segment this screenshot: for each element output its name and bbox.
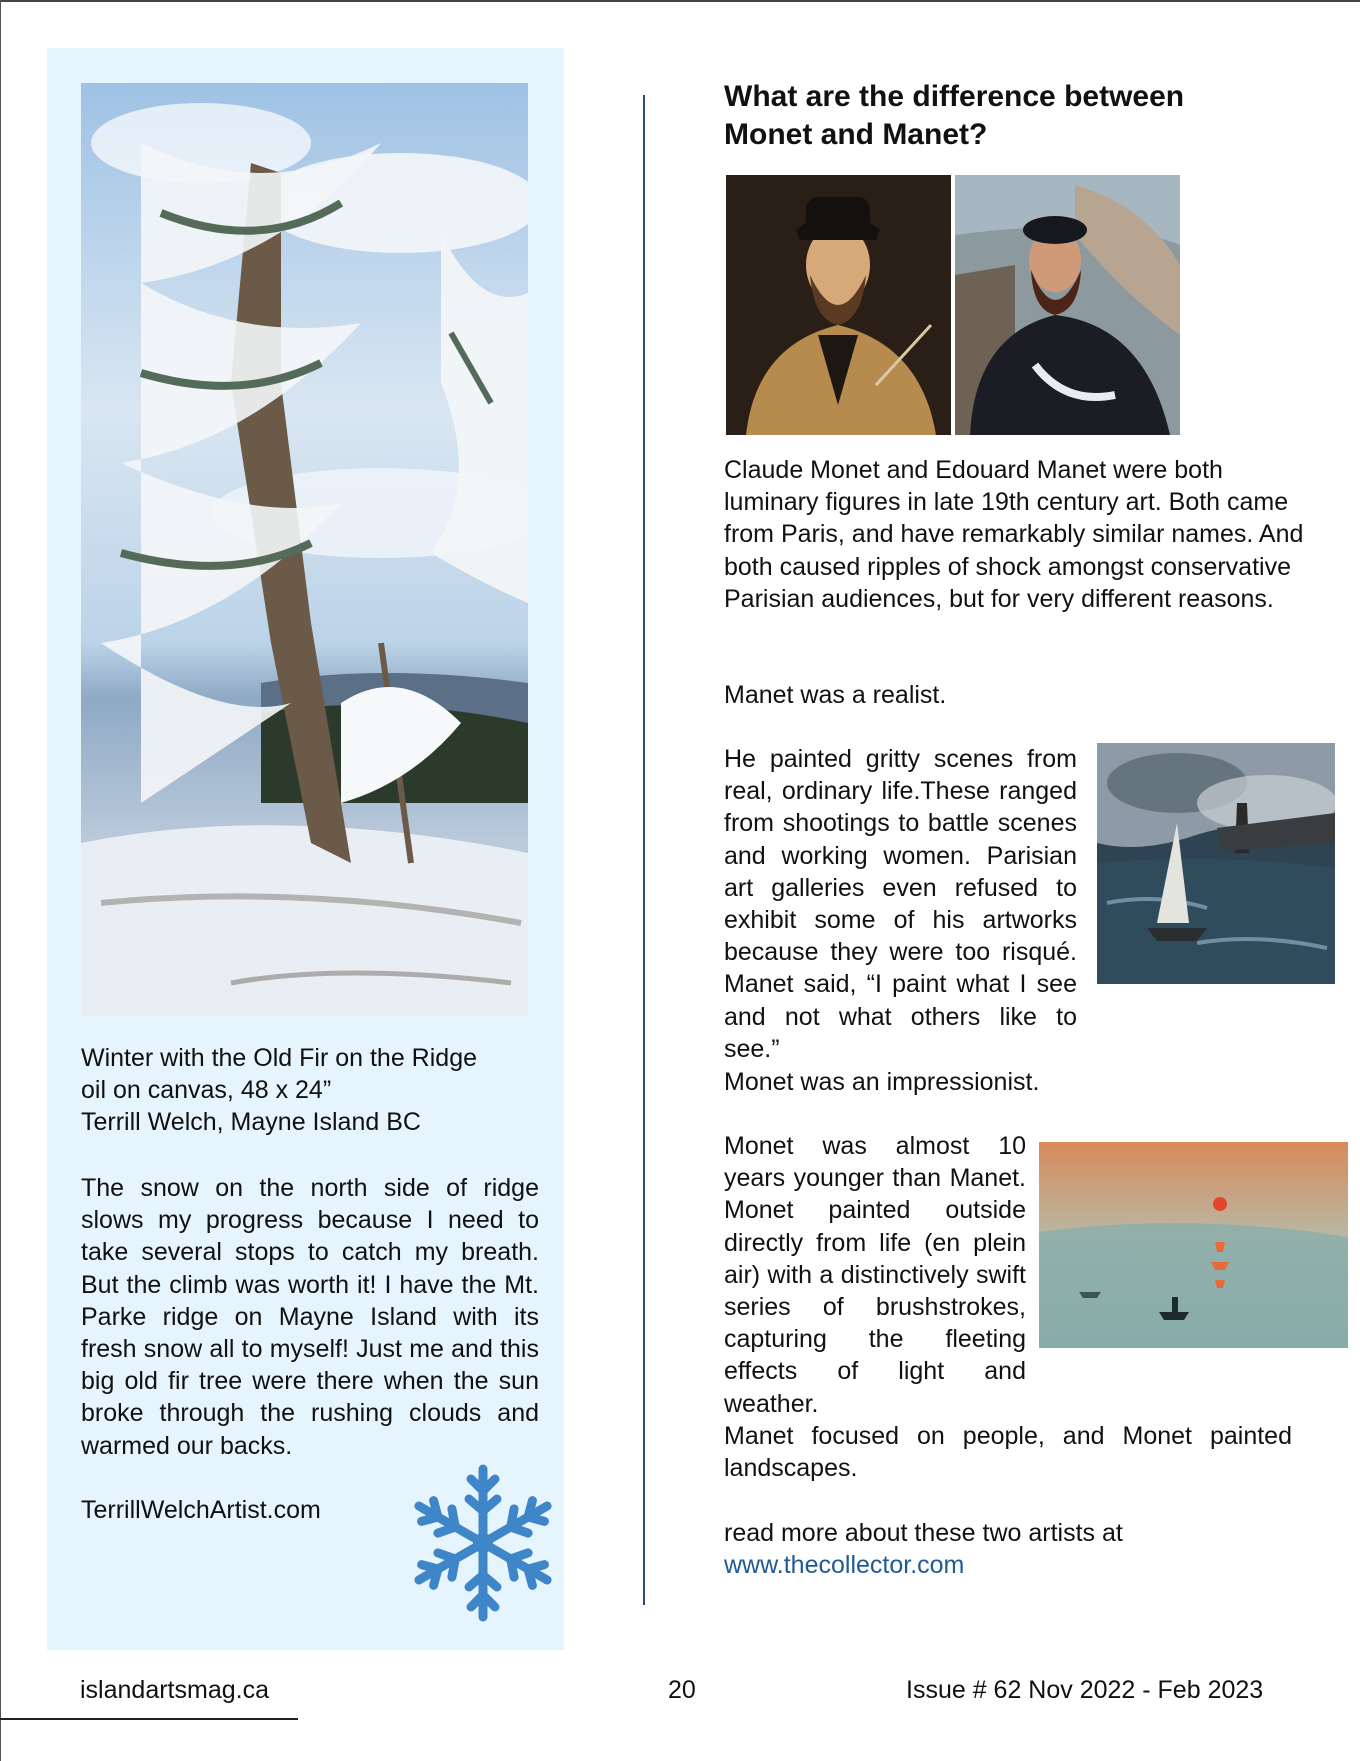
column-divider (643, 95, 645, 1605)
monet-paragraph: Monet was almost 10 years younger than Manet. Monet painted outside directly from life (en plein air) with a distinctively swift series of brushstrokes, capturing the fleeting effects of light and weather. (724, 1132, 1026, 1418)
top-rule (0, 0, 1360, 2)
snowflake-icon (403, 1460, 563, 1626)
read-more-paragraph (724, 1517, 1123, 1581)
article-title (724, 78, 1284, 154)
manet-heading: Manet was a realist. (724, 681, 947, 709)
page-number: 20 (668, 1676, 696, 1704)
winter-fir-painting (81, 83, 528, 1016)
title-line-2: Monet and Manet? (724, 118, 988, 151)
left-edge-rule (0, 0, 1, 1761)
footer-site: islandartsmag.ca (80, 1676, 269, 1704)
caption-medium: oil on canvas, 48 x 24” (81, 1076, 332, 1104)
caption-title: Winter with the Old Fir on the Ridge (81, 1044, 477, 1072)
caption-artist: Terrill Welch, Mayne Island BC (81, 1108, 421, 1136)
intro-paragraph: Claude Monet and Edouard Manet were both luminary figures in late 19th century art. Both came from Paris, and have remarkably similar names. And both caused ripples of shock amongst conservative Parisian audiences, but for very different reasons. (724, 456, 1304, 613)
issue-info: Issue # 62 Nov 2022 - Feb 2023 (906, 1676, 1264, 1704)
focus-paragraph: Manet focused on people, and Monet painted landscapes. (724, 1422, 1292, 1483)
read-more-text: read more about these two artists at (724, 1519, 1123, 1547)
footer-rule (0, 1718, 298, 1720)
manet-paragraph: He painted gritty scenes from real, ordinary life.These ranged from shootings to battle scenes and working women. Parisian art galleries even refused to exhibit some of his artworks because they were too risqué. Manet said, “I paint what I see and not what others like to see.” (724, 745, 1077, 1063)
sidebar-body-text: The snow on the north side of ridge slows my progress because I need to take several stops to catch my breath. But the climb was worth it! I have the Mt. Parke ridge on Mayne Island with its fresh snow all to myself! Just me and this big old fir tree were there when the sun broke through the rushing clouds and warmed our backs. (81, 1174, 539, 1460)
artist-website[interactable]: TerrillWelchArtist.com (81, 1496, 321, 1524)
manet-portrait (726, 175, 951, 435)
monet-heading: Monet was an impressionist. (724, 1068, 1040, 1096)
manet-seascape-painting (1097, 743, 1335, 984)
thecollector-link[interactable]: www.thecollector.com (724, 1551, 965, 1580)
painting-caption (81, 1042, 541, 1138)
monet-portrait (955, 175, 1180, 435)
sidebar-panel (47, 48, 564, 1650)
title-line-1: What are the difference between (724, 80, 1185, 113)
monet-impression-painting (1039, 1142, 1348, 1348)
